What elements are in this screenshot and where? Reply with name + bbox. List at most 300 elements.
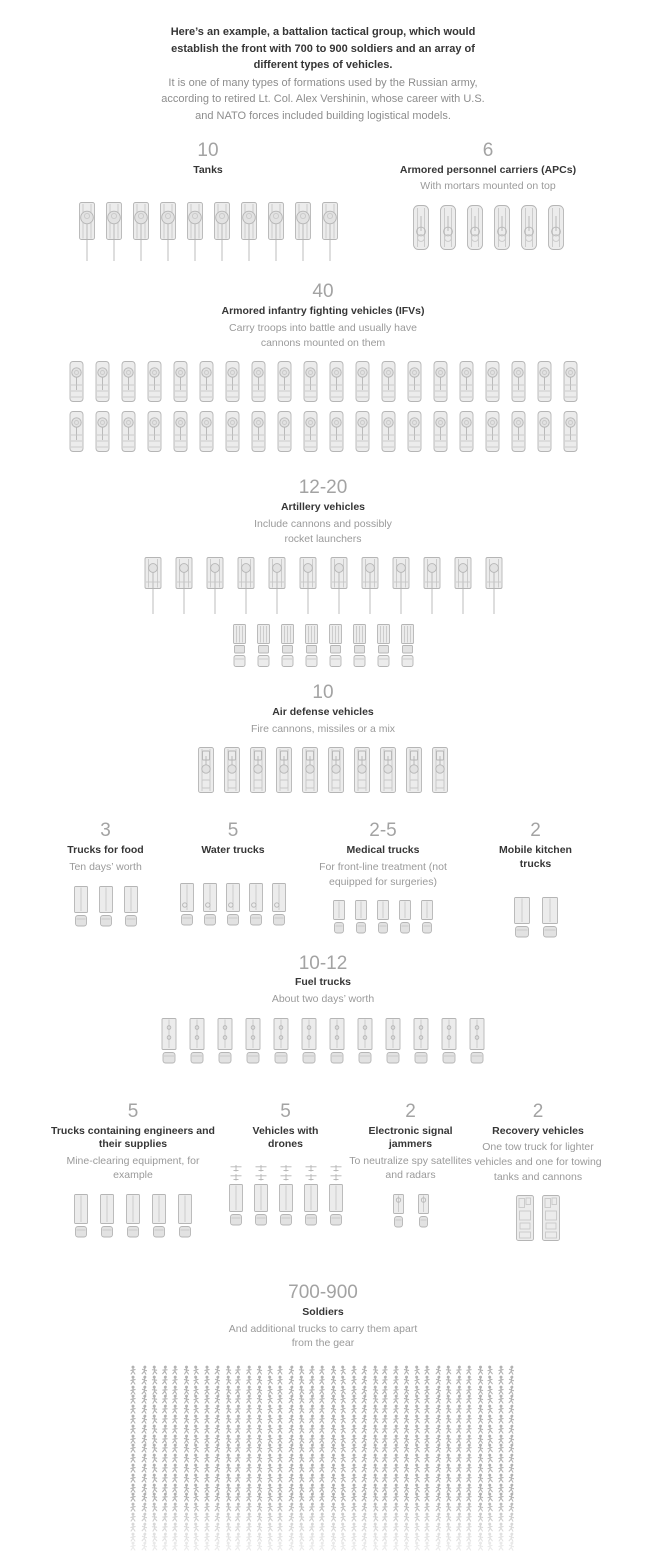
ifv-icon bbox=[432, 360, 449, 403]
fuel-icon bbox=[187, 1017, 207, 1067]
soldier-icon bbox=[254, 1424, 265, 1434]
soldier-icon bbox=[128, 1453, 139, 1463]
soldier-icon bbox=[328, 1453, 339, 1463]
ifv-icon bbox=[406, 360, 423, 403]
fuel-icon bbox=[271, 1017, 291, 1067]
soldier-icon bbox=[181, 1502, 192, 1512]
soldiers-count: 700-900 bbox=[288, 1282, 358, 1304]
food-label: Trucks for food bbox=[67, 844, 144, 857]
soldier-icon bbox=[475, 1522, 486, 1532]
section-fuel bbox=[0, 953, 646, 1067]
soldier-icon bbox=[475, 1385, 486, 1395]
soldier-icon bbox=[349, 1434, 360, 1444]
soldier-icon bbox=[275, 1404, 286, 1414]
soldier-icon bbox=[149, 1374, 160, 1385]
soldier-icon bbox=[243, 1472, 254, 1483]
soldier-icon bbox=[254, 1394, 265, 1404]
fuel-icon bbox=[215, 1017, 235, 1067]
soldier-icon bbox=[401, 1492, 412, 1502]
ifvs-icon-row bbox=[0, 410, 646, 453]
soldiers-label: Soldiers bbox=[302, 1306, 344, 1319]
soldier-icon bbox=[296, 1374, 307, 1385]
soldier-icon bbox=[149, 1423, 160, 1434]
soldier-icon bbox=[275, 1532, 286, 1542]
airdef-count: 10 bbox=[312, 682, 334, 704]
soldier-icon bbox=[254, 1541, 265, 1551]
ifv-icon bbox=[354, 360, 371, 403]
ifv-icon bbox=[484, 360, 501, 403]
water-icon bbox=[178, 882, 196, 929]
soldier-icon bbox=[505, 1541, 517, 1551]
engineers-description: Mine-clearing equipment, for example bbox=[66, 1154, 200, 1182]
soldier-icon bbox=[390, 1521, 401, 1532]
section-airdef bbox=[0, 682, 646, 794]
row-r3 bbox=[0, 477, 646, 668]
soldier-icon bbox=[181, 1541, 192, 1551]
kitchen-count: 2 bbox=[530, 820, 541, 842]
soldier-icon bbox=[496, 1424, 507, 1434]
soldier-icon bbox=[317, 1512, 328, 1523]
soldier-icon bbox=[390, 1414, 401, 1425]
soldier-icon bbox=[254, 1375, 265, 1385]
soldier-icon bbox=[475, 1502, 486, 1512]
soldier-icon bbox=[464, 1463, 475, 1474]
engineer-icon bbox=[150, 1193, 168, 1241]
soldier-icon bbox=[475, 1473, 486, 1483]
soldier-icon bbox=[401, 1541, 412, 1551]
section-food bbox=[43, 820, 168, 929]
soldier-icon bbox=[422, 1385, 433, 1395]
soldier-icon bbox=[422, 1541, 433, 1551]
soldier-icon bbox=[254, 1434, 265, 1444]
soldier-icon bbox=[390, 1375, 401, 1386]
soldier-icon bbox=[475, 1404, 486, 1414]
soldier-icon bbox=[211, 1541, 223, 1551]
tank-icon bbox=[318, 201, 342, 263]
water-icon bbox=[224, 882, 242, 929]
soldier-icon bbox=[170, 1463, 181, 1474]
rocket-icon bbox=[351, 623, 368, 668]
soldier-icon bbox=[401, 1414, 412, 1424]
rocket-icon bbox=[375, 623, 392, 668]
soldier-icon bbox=[170, 1414, 181, 1425]
row-r2 bbox=[0, 281, 646, 453]
soldier-icon bbox=[181, 1434, 192, 1444]
soldier-icon bbox=[422, 1473, 433, 1483]
soldier-icon bbox=[464, 1414, 475, 1425]
artillery-icon bbox=[235, 556, 257, 616]
soldier-icon bbox=[170, 1365, 181, 1376]
tank-icon bbox=[210, 201, 234, 263]
food-description: Ten days’ worth bbox=[69, 860, 142, 873]
soldier-icon bbox=[149, 1541, 160, 1551]
ifv-icon bbox=[250, 410, 267, 453]
soldier-icon bbox=[149, 1521, 160, 1532]
tanks-icon-row bbox=[43, 201, 373, 263]
ifv-icon bbox=[302, 410, 319, 453]
ifv-icon bbox=[146, 360, 163, 403]
medical-icon-row bbox=[298, 899, 468, 937]
row-r7 bbox=[43, 1101, 603, 1243]
fuel-icon bbox=[243, 1017, 263, 1067]
ifv-icon bbox=[198, 360, 215, 403]
soldier-icon bbox=[401, 1473, 412, 1483]
fuel-icon bbox=[383, 1017, 403, 1067]
droneveh-icon bbox=[277, 1164, 295, 1228]
soldier-icon bbox=[170, 1512, 181, 1523]
soldier-icon bbox=[475, 1443, 486, 1453]
soldier-icon bbox=[390, 1541, 401, 1551]
artillery-icon bbox=[452, 556, 474, 616]
soldier-icon bbox=[149, 1472, 160, 1483]
tank-icon bbox=[156, 201, 180, 263]
jammer-icon bbox=[391, 1193, 406, 1231]
fuel-icon bbox=[327, 1017, 347, 1067]
soldier-icon bbox=[243, 1414, 254, 1425]
ifv-icon bbox=[354, 410, 371, 453]
fuel-icon bbox=[299, 1017, 319, 1067]
soldier-icon bbox=[464, 1424, 475, 1435]
soldier-icon bbox=[328, 1443, 339, 1453]
soldier-icon bbox=[496, 1434, 507, 1444]
food-icon bbox=[72, 885, 90, 930]
tanks-label: Tanks bbox=[193, 163, 223, 176]
engineer-icon bbox=[176, 1193, 194, 1241]
soldier-icon bbox=[328, 1522, 339, 1532]
soldier-icon bbox=[275, 1443, 286, 1453]
soldier-icon bbox=[349, 1483, 360, 1493]
soldier-icon bbox=[349, 1532, 360, 1542]
soldier-icon bbox=[390, 1365, 401, 1376]
ifv-icon bbox=[198, 410, 215, 453]
food-icon bbox=[97, 885, 115, 930]
soldier-icon bbox=[379, 1541, 391, 1551]
airdef-icon bbox=[274, 746, 294, 794]
soldier-icon bbox=[181, 1424, 192, 1434]
soldier-icon bbox=[128, 1502, 139, 1512]
soldier-icon bbox=[401, 1404, 412, 1414]
soldier-icon bbox=[275, 1473, 286, 1483]
soldier-icon bbox=[202, 1522, 213, 1532]
soldier-icon bbox=[401, 1483, 412, 1493]
soldier-icon bbox=[243, 1365, 254, 1376]
intro-regular-text: It is one of many types of formations used by the Russian army, according to retired Lt. Col. Alex Vershinin, whose career with U.S. and NATO forces included building logistical models. bbox=[161, 76, 485, 122]
airdef-icon bbox=[378, 746, 398, 794]
soldier-icon bbox=[475, 1541, 486, 1551]
soldier-icon bbox=[296, 1541, 307, 1551]
rocket-icon bbox=[303, 623, 320, 668]
soldier-icon bbox=[390, 1463, 401, 1474]
soldier-icon bbox=[475, 1512, 486, 1522]
soldier-icon bbox=[128, 1385, 139, 1395]
soldiers-description: And additional trucks to carry them apart from the gear bbox=[228, 1322, 418, 1350]
soldier-icon bbox=[128, 1414, 139, 1424]
tank-icon bbox=[183, 201, 207, 263]
ifv-icon bbox=[250, 360, 267, 403]
soldier-icon bbox=[181, 1532, 192, 1542]
soldier-icon bbox=[317, 1365, 328, 1376]
ifv-icon bbox=[406, 410, 423, 453]
soldier-icon bbox=[475, 1492, 486, 1502]
food-count: 3 bbox=[100, 820, 111, 842]
soldier-icon bbox=[401, 1434, 412, 1444]
airdef-icon bbox=[326, 746, 346, 794]
soldier-icon bbox=[254, 1512, 265, 1522]
medical-count: 2-5 bbox=[369, 820, 397, 842]
tank-icon bbox=[75, 201, 99, 263]
soldier-icon bbox=[128, 1404, 139, 1414]
kitchen-icon bbox=[512, 896, 532, 941]
kitchen-icon-row bbox=[468, 896, 603, 941]
soldier-icon bbox=[254, 1404, 265, 1414]
row-r6 bbox=[0, 953, 646, 1067]
ifv-icon bbox=[562, 410, 579, 453]
ifvs-count: 40 bbox=[312, 281, 334, 303]
kitchen-icon bbox=[540, 896, 560, 941]
soldier-icon bbox=[128, 1424, 139, 1434]
soldier-icon bbox=[328, 1541, 339, 1551]
tank-icon bbox=[129, 201, 153, 263]
soldier-icon bbox=[296, 1472, 307, 1483]
soldier-icon bbox=[254, 1492, 265, 1502]
artillery-icon bbox=[359, 556, 381, 616]
soldier-icon bbox=[128, 1473, 139, 1483]
soldier-icon bbox=[254, 1443, 265, 1453]
fuel-description: About two days’ worth bbox=[271, 992, 375, 1005]
ifv-icon bbox=[276, 410, 293, 453]
soldier-icon bbox=[202, 1434, 213, 1444]
soldier-icon bbox=[243, 1375, 254, 1386]
artillery-icon-row bbox=[0, 556, 646, 616]
artillery-icon-row bbox=[0, 623, 646, 668]
section-engineers bbox=[43, 1101, 223, 1242]
soldier-icon bbox=[328, 1532, 339, 1542]
row-r8 bbox=[0, 1282, 646, 1551]
soldier-icon bbox=[317, 1463, 328, 1474]
section-jammers bbox=[348, 1101, 473, 1232]
soldier-icon bbox=[475, 1434, 486, 1444]
soldier-icon bbox=[243, 1424, 254, 1435]
section-water bbox=[168, 820, 298, 928]
soldier-icon bbox=[181, 1414, 192, 1424]
soldier-icon bbox=[475, 1483, 486, 1493]
sections-container bbox=[0, 140, 646, 1551]
soldier-icon bbox=[254, 1473, 265, 1483]
ifv-icon bbox=[172, 360, 189, 403]
ifv-icon bbox=[94, 410, 111, 453]
tank-icon bbox=[291, 201, 315, 263]
fuel-icon bbox=[411, 1017, 431, 1067]
artillery-icon bbox=[483, 556, 505, 616]
soldier-icon bbox=[328, 1394, 339, 1404]
soldier-icon bbox=[422, 1492, 433, 1502]
ifv-icon bbox=[484, 410, 501, 453]
soldier-icon bbox=[254, 1414, 265, 1424]
soldier-icon bbox=[496, 1375, 507, 1385]
jammers-label: Electronic signal jammers bbox=[368, 1124, 453, 1151]
jammers-count: 2 bbox=[405, 1100, 416, 1122]
soldier-icon bbox=[317, 1424, 328, 1435]
soldier-icon bbox=[475, 1365, 486, 1375]
soldier-icon bbox=[254, 1385, 265, 1395]
artillery-count: 12-20 bbox=[298, 477, 348, 499]
ifv-icon bbox=[224, 410, 241, 453]
recovery-icon-row bbox=[473, 1194, 603, 1242]
soldier-icon bbox=[328, 1502, 339, 1512]
soldier-icon bbox=[422, 1394, 433, 1404]
soldier-icon bbox=[422, 1414, 433, 1424]
soldier-icon bbox=[181, 1385, 192, 1395]
ifv-icon bbox=[224, 360, 241, 403]
water-icon bbox=[201, 882, 219, 929]
jammers-icon-row bbox=[348, 1193, 473, 1231]
soldier-icon bbox=[254, 1463, 265, 1473]
soldier-icon bbox=[202, 1483, 213, 1493]
recovery-count: 2 bbox=[532, 1100, 544, 1122]
section-apcs bbox=[373, 140, 603, 252]
soldier-icon bbox=[254, 1522, 265, 1532]
ifv-icon bbox=[328, 410, 345, 453]
rocket-icon bbox=[399, 623, 416, 668]
apc-icon bbox=[437, 204, 459, 252]
water-icon-row bbox=[168, 882, 298, 929]
tank-icon bbox=[264, 201, 288, 263]
soldier-icon bbox=[443, 1472, 454, 1483]
soldier-icon bbox=[181, 1453, 192, 1463]
soldier-icon bbox=[170, 1541, 181, 1551]
soldier-icon bbox=[202, 1385, 213, 1395]
section-ifvs bbox=[0, 281, 646, 453]
soldier-icon bbox=[338, 1541, 349, 1551]
section-artillery bbox=[0, 477, 646, 668]
soldier-icon bbox=[349, 1522, 360, 1532]
soldier-icon bbox=[243, 1463, 254, 1474]
soldier-icon bbox=[422, 1512, 433, 1522]
soldier-icon bbox=[202, 1375, 213, 1385]
soldier-icon bbox=[422, 1502, 433, 1512]
soldier-icon bbox=[275, 1434, 286, 1444]
soldier-icon bbox=[275, 1512, 286, 1522]
engineers-icon-row bbox=[43, 1193, 223, 1241]
soldier-icon bbox=[496, 1483, 507, 1493]
apcs-icon-row bbox=[373, 204, 603, 252]
ifv-icon bbox=[302, 360, 319, 403]
section-soldiers bbox=[0, 1282, 646, 1551]
ifv-icon bbox=[120, 360, 137, 403]
soldier-icon bbox=[443, 1423, 454, 1434]
ifv-icon bbox=[562, 360, 579, 403]
soldier-icon bbox=[254, 1365, 265, 1375]
soldier-icon bbox=[401, 1453, 412, 1463]
recovery-label: Recovery vehicles bbox=[492, 1124, 584, 1137]
soldier-icon bbox=[475, 1375, 486, 1385]
ifv-icon bbox=[510, 410, 527, 453]
engineer-icon bbox=[98, 1193, 116, 1241]
water-label: Water trucks bbox=[201, 844, 265, 857]
soldier-icon bbox=[328, 1434, 339, 1444]
ifv-icon bbox=[536, 410, 553, 453]
ifv-icon bbox=[458, 410, 475, 453]
jammer-icon bbox=[416, 1193, 431, 1231]
recovery-icon bbox=[514, 1194, 536, 1242]
row-r4 bbox=[0, 682, 646, 794]
apcs-label: Armored personnel carriers (APCs) bbox=[399, 163, 577, 176]
section-tanks bbox=[43, 140, 373, 263]
soldier-icon bbox=[296, 1521, 307, 1532]
artillery-icon bbox=[173, 556, 195, 616]
airdef-label: Air defense vehicles bbox=[272, 706, 374, 719]
soldier-icon bbox=[181, 1512, 192, 1522]
recovery-icon bbox=[540, 1194, 562, 1242]
airdef-icon bbox=[196, 746, 216, 794]
soldier-icon bbox=[275, 1394, 286, 1404]
soldier-icon bbox=[232, 1541, 244, 1551]
soldier-icon bbox=[128, 1483, 139, 1493]
rocket-icon bbox=[279, 623, 296, 668]
soldier-icon bbox=[128, 1532, 139, 1542]
soldier-icon bbox=[422, 1434, 433, 1444]
soldier-icon bbox=[401, 1443, 412, 1453]
soldier-icon bbox=[275, 1492, 286, 1502]
soldier-icon bbox=[422, 1522, 433, 1532]
water-icon bbox=[247, 882, 265, 929]
soldier-icon bbox=[464, 1375, 475, 1386]
section-drones bbox=[223, 1101, 348, 1228]
fuel-icon bbox=[159, 1017, 179, 1067]
soldier-icon bbox=[275, 1365, 286, 1375]
ifv-icon bbox=[432, 410, 449, 453]
soldier-icon bbox=[328, 1473, 339, 1483]
jammers-description: To neutralize spy satellites and radars bbox=[349, 1154, 472, 1182]
soldier-icon bbox=[317, 1541, 328, 1551]
soldier-icon bbox=[401, 1424, 412, 1434]
soldier-icon bbox=[411, 1541, 422, 1551]
soldier-icon bbox=[128, 1375, 139, 1385]
soldier-icon bbox=[170, 1521, 181, 1532]
soldier-icon bbox=[422, 1424, 433, 1434]
drones-icon-row bbox=[223, 1164, 348, 1228]
apcs-description: With mortars mounted on top bbox=[420, 180, 556, 193]
recovery-description: One tow truck for lighter vehicles and one for towing tanks and cannons bbox=[474, 1141, 602, 1183]
medical-icon bbox=[397, 899, 413, 937]
fuel-icon bbox=[467, 1017, 487, 1067]
soldier-icon bbox=[349, 1385, 360, 1395]
soldier-icon bbox=[464, 1472, 475, 1483]
soldier-icon bbox=[422, 1463, 433, 1473]
soldier-icon bbox=[443, 1521, 454, 1532]
soldier-icon bbox=[264, 1541, 275, 1551]
row-r1 bbox=[43, 140, 603, 263]
soldier-icon bbox=[181, 1483, 192, 1493]
ifv-icon bbox=[328, 360, 345, 403]
artillery-icon bbox=[204, 556, 226, 616]
soldier-icon bbox=[390, 1472, 401, 1483]
soldier-icon bbox=[401, 1365, 412, 1375]
soldier-icon bbox=[181, 1375, 192, 1385]
water-icon bbox=[270, 882, 288, 929]
droneveh-icon bbox=[227, 1164, 245, 1228]
soldier-icon bbox=[464, 1512, 475, 1523]
ifv-icon bbox=[120, 410, 137, 453]
section-kitchen bbox=[468, 820, 603, 940]
soldier-icon bbox=[349, 1473, 360, 1483]
soldier-icon bbox=[243, 1541, 254, 1551]
soldier-icon bbox=[328, 1385, 339, 1395]
ifvs-label: Armored infantry fighting vehicles (IFVs) bbox=[221, 305, 425, 318]
airdef-icon bbox=[222, 746, 242, 794]
fuel-icon bbox=[439, 1017, 459, 1067]
ifv-icon bbox=[510, 360, 527, 403]
